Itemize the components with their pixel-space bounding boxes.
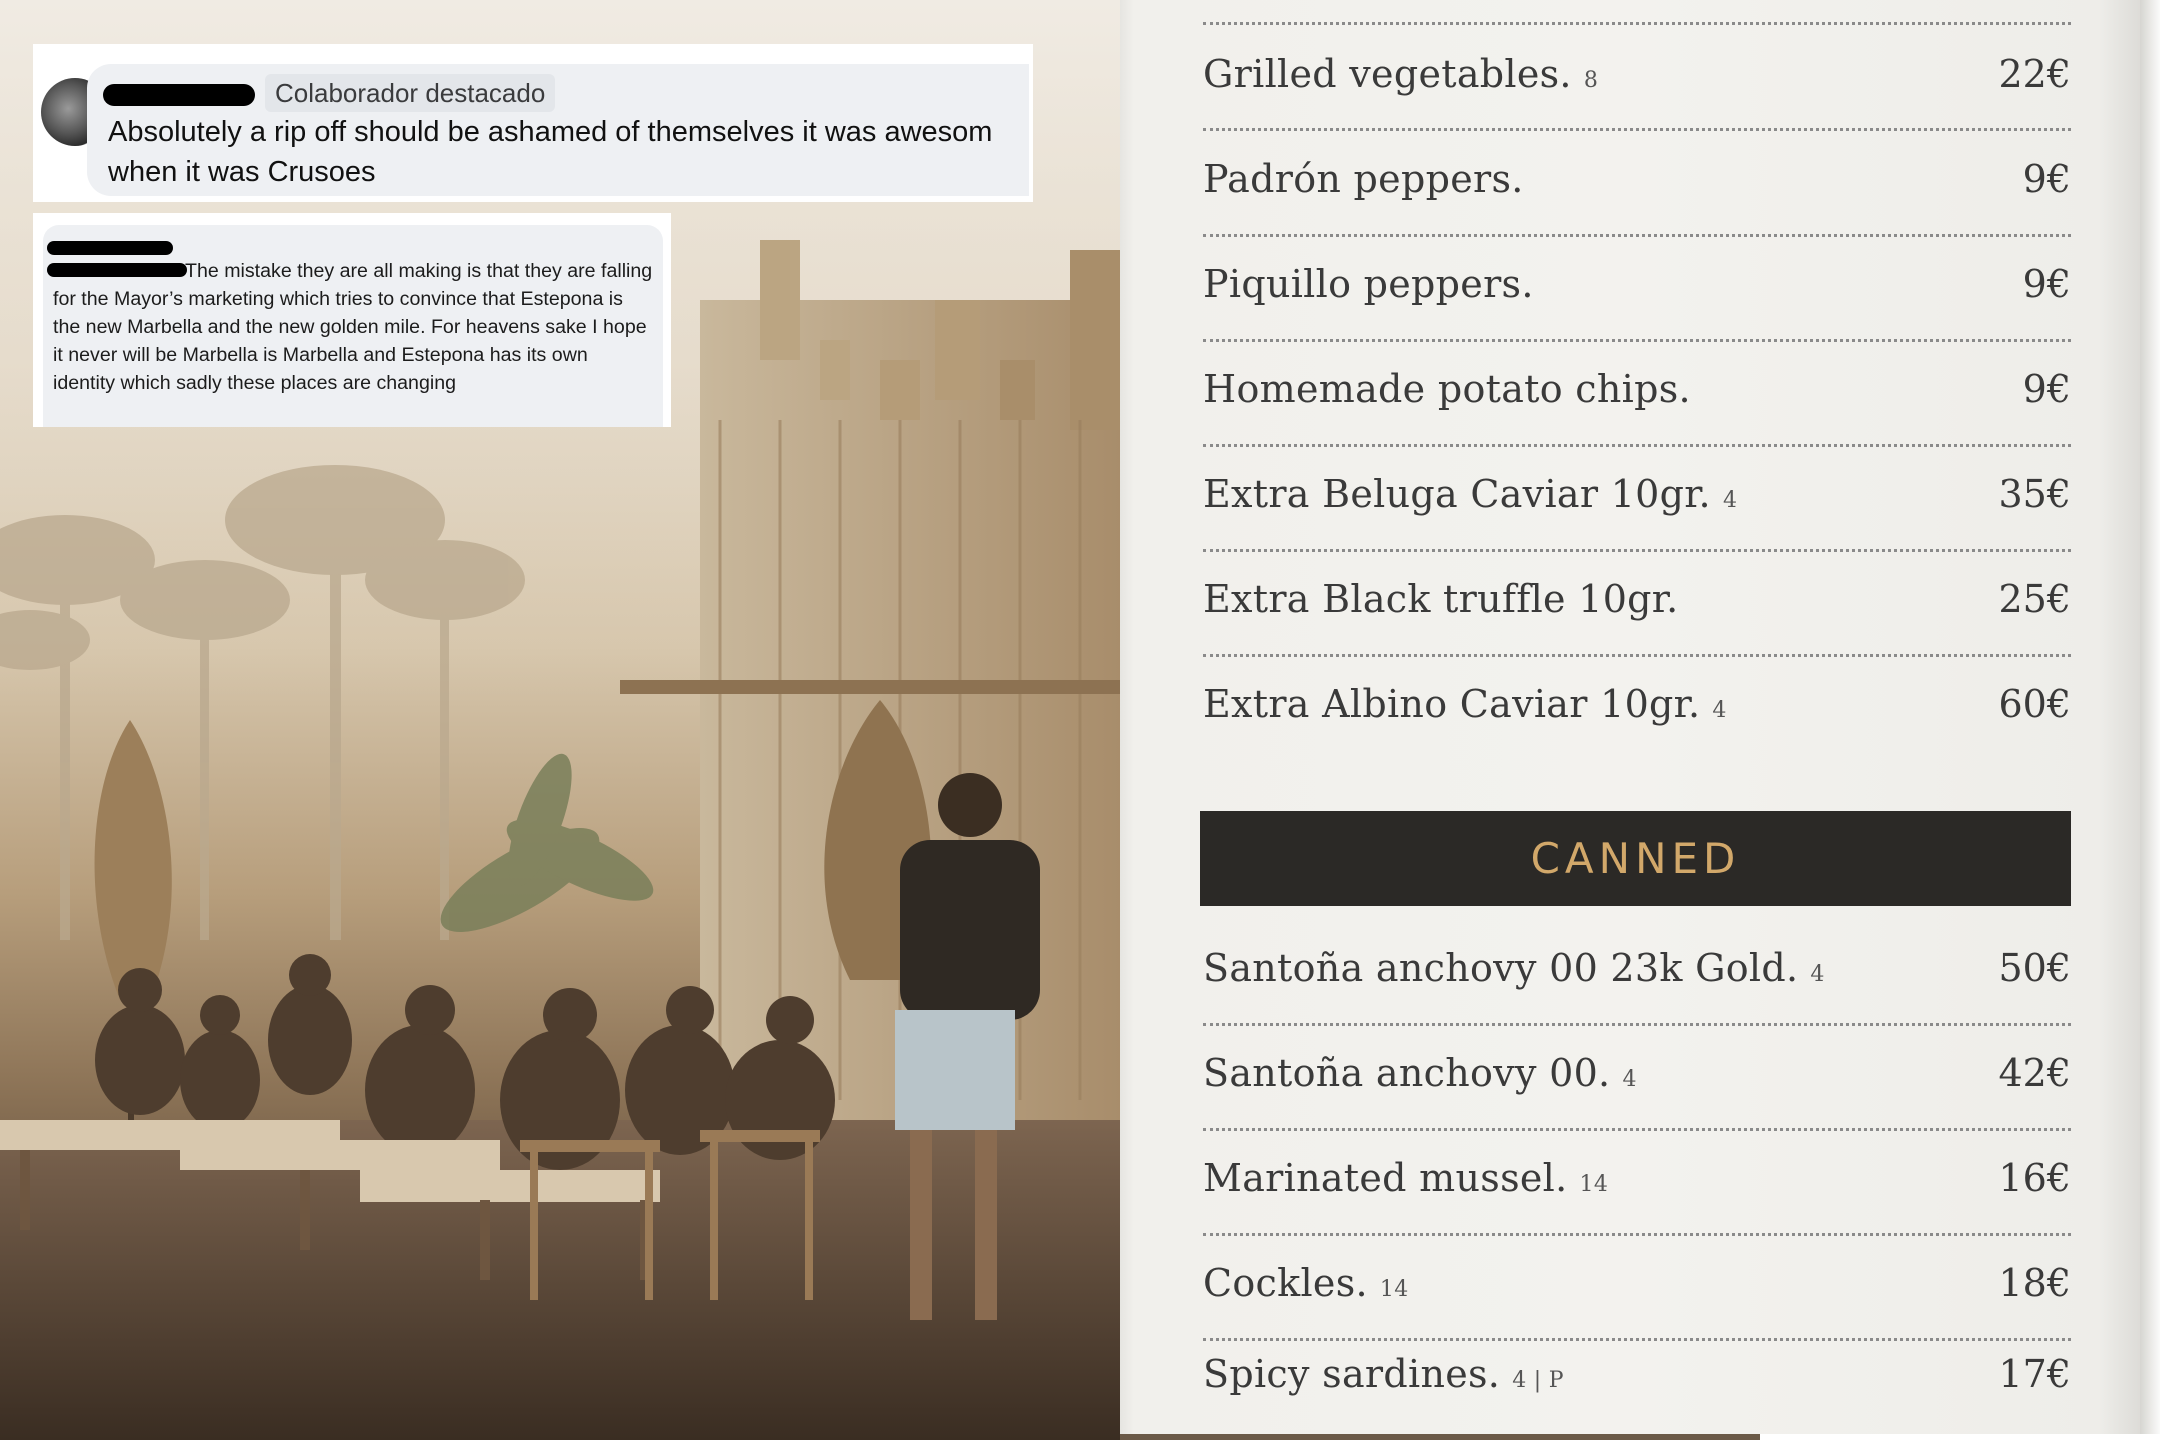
menu-item-price: 16€ (1998, 1156, 2071, 1200)
menu-item-price: 42€ (1998, 1051, 2071, 1095)
top-contributor-badge: Colaborador destacado (265, 74, 555, 112)
section-title: CANNED (1530, 834, 1741, 883)
redacted-name (103, 84, 255, 106)
menu-item (1203, 1130, 2071, 1235)
menu-item-price: 35€ (1998, 472, 2071, 516)
menu-item (1203, 551, 2071, 656)
menu-item-name: Piquillo peppers. (1203, 262, 1534, 306)
menu-item (1203, 131, 2071, 236)
menu-item (1203, 1025, 2071, 1130)
menu-item-name: Grilled vegetables. 8 (1203, 52, 1599, 96)
allergen-code: 4 (1622, 1067, 1637, 1092)
menu-item-name: Santoña anchovy 00 23k Gold. 4 (1203, 946, 1825, 990)
menu-item-name: Santoña anchovy 00. 4 (1203, 1051, 1637, 1095)
allergen-code: 8 (1583, 68, 1599, 93)
menu-item-price: 9€ (2022, 262, 2071, 306)
comment-card-1 (33, 44, 1033, 202)
menu-item-price: 17€ (1998, 1352, 2071, 1396)
menu-item-price: 22€ (1998, 52, 2071, 96)
menu-edge (2140, 0, 2160, 1440)
menu-item-name: Spicy sardines. 4 | P (1203, 1352, 1564, 1396)
menu-item-price: 18€ (1998, 1261, 2071, 1305)
menu-item-name: Padrón peppers. (1203, 157, 1524, 201)
menu-item (1203, 26, 2071, 131)
comment-card-2 (33, 213, 671, 427)
comment-line-2: when it was Crusoes (108, 156, 376, 188)
menu-item-price: 50€ (1998, 946, 2071, 990)
menu-item-name: Cockles. 14 (1203, 1261, 1409, 1305)
section-header-canned (1200, 811, 2071, 906)
allergen-code: 4 (1810, 962, 1825, 987)
allergen-code: 14 (1379, 1277, 1409, 1302)
menu-item-price: 25€ (1998, 577, 2071, 621)
menu-item (1203, 920, 2071, 1025)
menu-item-name: Extra Black truffle 10gr. (1203, 577, 1679, 621)
allergen-code: 14 (1579, 1172, 1609, 1197)
menu-item (1203, 1235, 2071, 1340)
comment-text (108, 112, 1028, 192)
restaurant-menu (1120, 0, 2160, 1440)
menu-item-price: 60€ (1998, 682, 2071, 726)
menu-item-price: 9€ (2022, 367, 2071, 411)
menu-item-price: 9€ (2022, 157, 2071, 201)
menu-item-name: Homemade potato chips. (1203, 367, 1691, 411)
menu-item (1203, 236, 2071, 341)
comment-text: The mistake they are all making is that they are falling for the Mayor’s marketing which tries to convince that Estepona is the new Marbella and the new golden mile. For heavens sake I hope it never will be Marbella is Marbella and Estepona has its own identity which sadly these places are changing (53, 260, 653, 394)
comment-line-1: Absolutely a rip off should be ashamed of themselves it was awesom (108, 116, 993, 148)
menu-item (1203, 446, 2071, 551)
menu-item-name: Extra Beluga Caviar 10gr. 4 (1203, 472, 1738, 516)
menu-item (1203, 1326, 2071, 1431)
allergen-code: 4 (1722, 488, 1738, 513)
menu-item-name: Extra Albino Caviar 10gr. 4 (1203, 682, 1727, 726)
photo-strip (1120, 1434, 1760, 1440)
menu-item-name: Marinated mussel. 14 (1203, 1156, 1609, 1200)
menu-bottom-strip (1120, 1434, 2160, 1440)
allergen-code: 4 (1712, 698, 1727, 723)
redacted-name-line-1 (47, 241, 173, 255)
allergen-code: 4 | P (1512, 1368, 1564, 1393)
dotted-divider (1203, 22, 2071, 25)
menu-item (1203, 656, 2071, 761)
menu-item (1203, 341, 2071, 446)
